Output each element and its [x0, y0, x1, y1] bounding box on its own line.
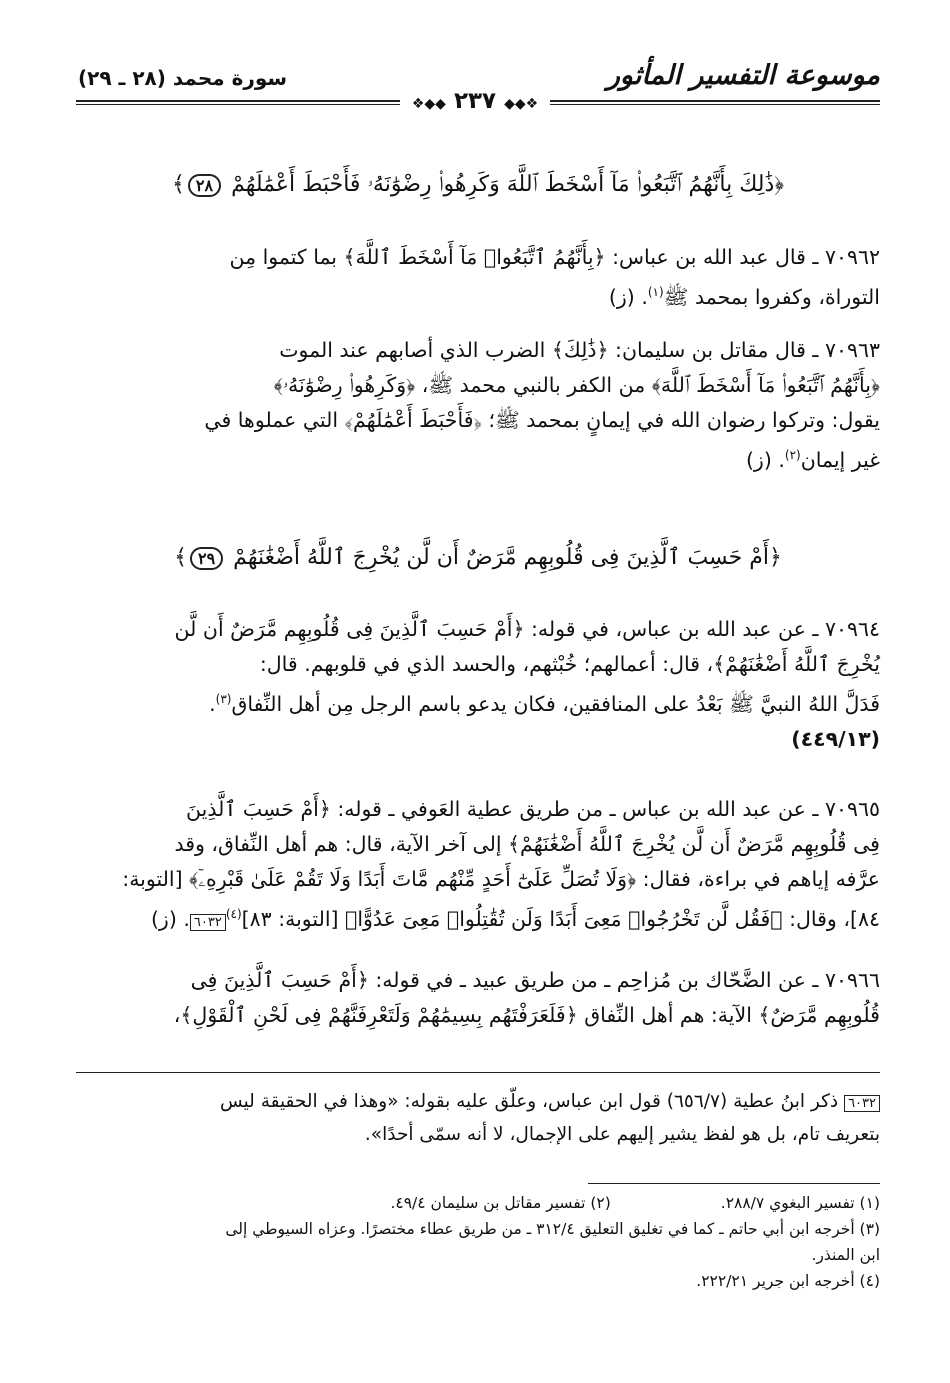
page-number: ٢٣٧ — [453, 88, 497, 114]
footnote-ref: (٢) — [784, 448, 801, 462]
ornament-icon: ◆◆❖ — [504, 96, 539, 112]
footnote-ref: (٣) — [215, 692, 232, 706]
ayah-number: ٢٨ — [188, 174, 221, 197]
source-reference: (٤٤٩/١٣) — [791, 726, 880, 751]
footnote-3-cont: ابن المنذر. — [811, 1246, 880, 1264]
entry-70964: ٧٠٩٦٤ ـ عن عبد الله بن عباس، في قوله: ﴿أَمْ حَسِبَ ٱلَّذِينَ فِى قُلُوبِهِم مَّرَضٌ أَن لَّن يُخْرِجَ ٱللَّهُ أَضْغَٰنَهُمْ﴾، قال: أعمالهم؛ خُبْثهم، والحسد الذي في قلوبهم. قال: فَدَلَّ اللهُ النبيَّ ﷺ بَعْدُ على المنافقين، فكان يدعو باسم الرجل مِن أهل النِّفاق$^{(٣)}$. (٤٤٩/١٣) — [76, 612, 880, 757]
commentary-note: ٦٠٣٢ ذكر ابنُ عطية (٦٥٦/٧) قول ابن عباس، وعلّق عليه بقوله: «وهذا في الحقيقة ليس بتعريف تام، بل هو لفظ يشير إليهم على الإجمال، لا أنه سمّى أحدًا». — [220, 1091, 880, 1145]
verse-heading-29: ﴿أَمْ حَسِبَ ٱلَّذِينَ فِى قُلُوبِهِم مَّرَضٌ أَن لَّن يُخْرِجَ ٱللَّهُ أَضْغَٰنَهُمْ ٢٩﴾ — [174, 545, 782, 570]
footnote-ref: (١) — [647, 285, 664, 299]
book-title: موسوعة التفسير المأثور — [606, 60, 880, 91]
verse-heading-28: ﴿ذَٰلِكَ بِأَنَّهُمُ ٱتَّبَعُوا۟ مَآ أَسْخَطَ ٱللَّهَ وَكَرِهُوا۟ رِضْوَٰنَهُۥ فَأَحْبَطَ أَعْمَٰلَهُمْ ٢٨﴾ — [172, 172, 784, 197]
footnote-2: (٢) تفسير مقاتل بن سليمان ٤٩/٤. — [390, 1194, 611, 1212]
commentary-ref-box[interactable]: ٦٠٣٢ — [190, 914, 226, 931]
footnote-3: (٣) أخرجه ابن أبي حاتم ـ كما في تغليق التعليق ٣١٢/٤ ـ من طريق عطاء مختصرًا. وعزاه السيوطي إلى — [225, 1220, 880, 1238]
page-number-block — [400, 88, 550, 114]
entry-70965: ٧٠٩٦٥ ـ عن عبد الله بن عباس ـ من طريق عطية العَوفي ـ قوله: ﴿أَمْ حَسِبَ ٱلَّذِينَ فِى قُلُوبِهِم مَّرَضٌ أَن لَّن يُخْرِجَ ٱللَّهُ أَضْغَٰنَهُمْ﴾ إلى آخر الآية، قال: هم أهل النِّفاق، وقد عرَّفه إياهم في براءة، فقال: ﴿وَلَا تُصَلِّ عَلَىٰٓ أَحَدٍ مِّنْهُم مَّاتَ أَبَدًا وَلَا تَقُمْ عَلَىٰ قَبْرِهِۦٓ﴾ [التوبة: ٨٤]، وقال: ﴿فَقُل لَّن تَخْرُجُوا۟ مَعِىَ أَبَدًا وَلَن تُقَٰتِلُوا۟ مَعِىَ عَدُوًّا﴾ [التوبة: ٨٣]$^{(٤)}$٦٠٣٢. (ز) — [122, 797, 880, 931]
surah-label: سورة محمد (٢٨ ـ ٢٩) — [78, 66, 288, 90]
commentary-number-box: ٦٠٣٢ — [844, 1095, 880, 1112]
footnote-4: (٤) أخرجه ابن جرير ٢٢٢/٢١. — [696, 1272, 880, 1290]
entry-70966: ٧٠٩٦٦ ـ عن الضَّحّاك بن مُزاحِم ـ من طريق عبيد ـ في قوله: ﴿أَمْ حَسِبَ ٱلَّذِينَ فِى قُلُوبِهِم مَّرَضٌ﴾ الآية: هم أهل النِّفاق ﴿فَلَعَرَفْتَهُم بِسِيمَٰهُمْ وَلَتَعْرِفَنَّهُمْ فِى لَحْنِ ٱلْقَوْلِ﴾، — [173, 968, 880, 1027]
footnote-separator — [588, 1183, 880, 1184]
ayah-number: ٢٩ — [190, 547, 223, 570]
commentary-separator — [76, 1072, 880, 1073]
footnote-1: (١) تفسير البغوي ٢٨٨/٧. — [720, 1194, 880, 1212]
entry-70962: ٧٠٩٦٢ ـ قال عبد الله بن عباس: ﴿بِأَنَّهُمُ ٱتَّبَعُوا۟ مَآ أَسْخَطَ ٱللَّهَ﴾ بما كتموا مِن التوراة، وكفروا بمحمد ﷺ$^{(١)}$. (ز) — [229, 245, 880, 309]
ornament-icon: ❖◆◆ — [411, 96, 446, 112]
entry-70963: ٧٠٩٦٣ ـ قال مقاتل بن سليمان: ﴿ذَٰلِكَ﴾ الضرب الذي أصابهم عند الموت ﴿بِأَنَّهُمُ ٱتَّبَعُوا۟ مَآ أَسْخَطَ ٱللَّهَ﴾ من الكفر بالنبي محمد ﷺ، ﴿وَكَرِهُوا۟ رِضْوَٰنَهُۥ﴾ يقول: وتركوا رضوان الله في إيمانٍ بمحمد ﷺ؛ ﴿فَأَحْبَطَ أَعْمَٰلَهُمْ﴾ التي عملوها في غير إيمان$^{(٢)}$. (ز) — [204, 338, 880, 472]
footnote-ref: (٤) — [225, 907, 242, 921]
footnotes — [76, 1190, 880, 1294]
